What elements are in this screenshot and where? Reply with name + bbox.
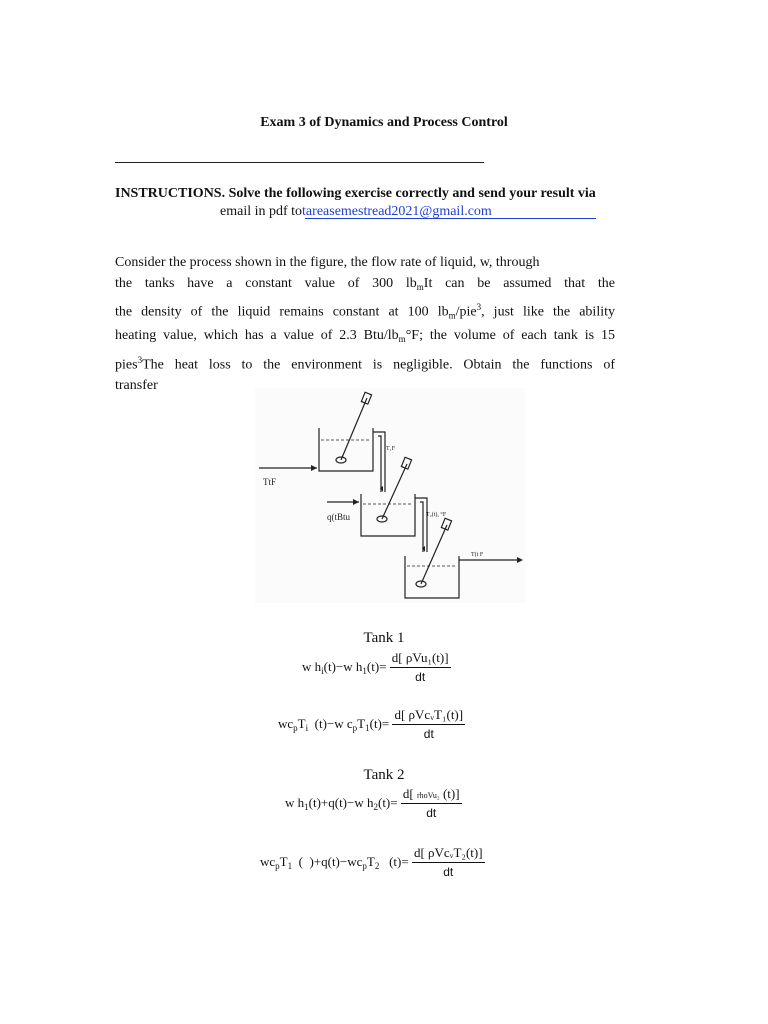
problem-line-2: the tanks have a constant value of 300 $lb_mIt$ can be assumed that the [115, 275, 615, 292]
tank-1-heading: Tank 1 [363, 630, 405, 646]
label-tank2-temp: T₂(t), °F [426, 512, 447, 518]
label-inlet-temp: TtF [263, 477, 277, 487]
tank-1-energy-balance-eq1: w $h_i(t)-w$ $h_1(t)=$ $\frac{\text{d[ ρVu₁(t)]}}{dt}$ [302, 650, 449, 684]
eq4-denominator: dt [443, 865, 454, 879]
eq3-denominator: dt [426, 806, 437, 820]
title-underline-rule [115, 162, 484, 163]
label-tank1-outlet-temp: T₁F [386, 446, 396, 452]
tank-1-energy-balance-eq2: $wc_pT_i$ (t)−w $c_pT_1(t)=$ $\frac{\text{d[ ρVcᵥT₁(t)]}}{dt}$ [278, 707, 464, 741]
tank-2-energy-balance-eq2: $wc_pT_1$ ( )$+q(t)-wc_pT_2$ (t)= $\frac{\text{d[ ρVcᵥT₂(t)]}}{dt}$ [260, 845, 483, 879]
tank-2-energy-balance-eq1: w $h_1(t)+q(t)-w$ $h_2(t)=$ $\frac{\text{d[ rhoVu₂ (t)]}}{dt}$ [285, 786, 460, 820]
tank-2-heading: Tank 2 [363, 767, 405, 783]
email-link[interactable]: tareasemestread2021@gmail.com [302, 204, 492, 219]
email-link-underline [305, 218, 596, 219]
problem-line-6: transfer [115, 377, 158, 393]
eq1-numerator: d[ ρVu₁(t)] [390, 650, 451, 668]
problem-line-1: Consider the process shown in the figure, the flow rate of liquid, w, through [115, 255, 540, 270]
problem-line-5: pies$^3$The heat loss to the environment is negligible. Obtain the functions of [115, 354, 615, 373]
problem-statement [115, 253, 615, 396]
eq1-denominator: dt [415, 670, 426, 684]
eq3-numerator-inner: rhoVu₂ [416, 791, 440, 800]
problem-line-3: the density of the liquid remains constant at 100 $lb_m/pie^3$, just like the ability [115, 302, 615, 321]
eq2-numerator: d[ ρVcᵥT₁(t)] [392, 707, 465, 725]
email-prefix: email in pdf to [220, 204, 303, 219]
process-tanks-figure [255, 388, 525, 603]
problem-line-4: heating value, which has a value of 2.3 Btu/$lb_m^\circ F$; the volume of each tank is 15 [115, 328, 615, 345]
eq2-denominator: dt [423, 727, 434, 741]
instructions-heading: INSTRUCTIONS. Solve the following exercise correctly and send your result via [115, 186, 596, 201]
exam-title: Exam 3 of Dynamics and Process Control [260, 115, 508, 130]
figure-background [255, 388, 525, 603]
label-heat-input: q(tBtu [327, 512, 351, 522]
label-outlet-temp: T(t F [471, 552, 484, 558]
eq4-numerator: d[ ρVcᵥT₂(t)] [412, 845, 485, 863]
